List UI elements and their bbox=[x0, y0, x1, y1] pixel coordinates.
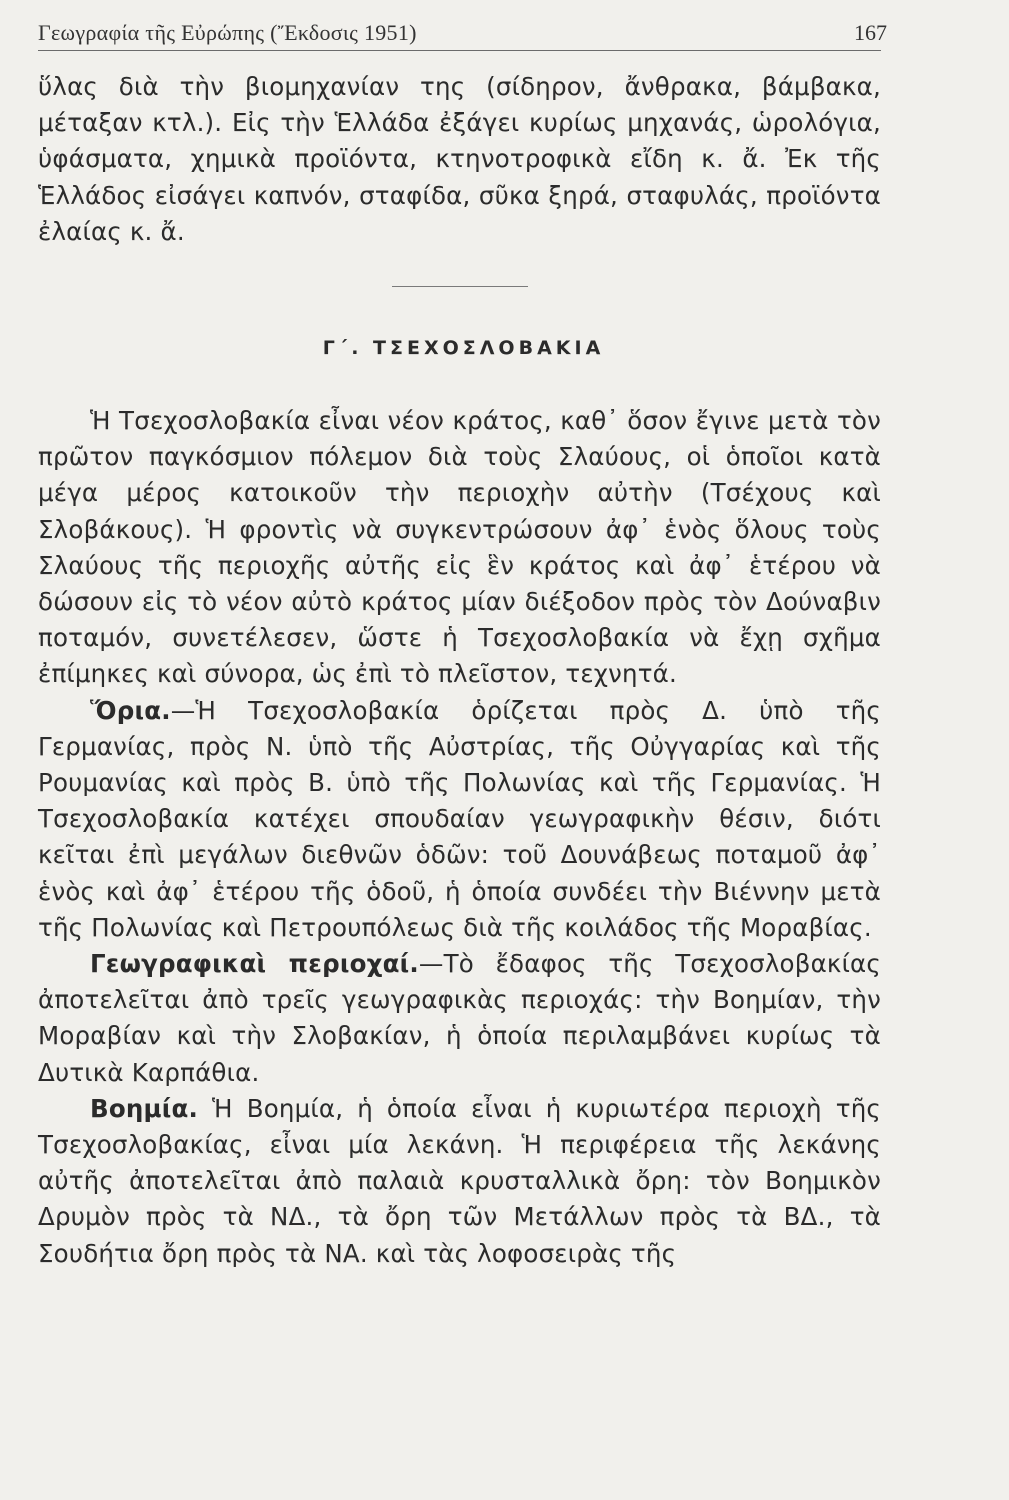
paragraph-intro-state bbox=[38, 403, 881, 693]
paragraph-text: Ἡ Βοημία, ἡ ὁποία εἶναι ἡ κυριωτέρα περιοχὴ τῆς Τσεχοσλοβακίας, εἶναι μία λεκάνη. Ἡ περιφέρεια τῆς λεκάνης αὐτῆς ἀποτελεῖται ἀπὸ παλαιὰ κρυσταλλικὰ ὄρη: τὸν Βοημικὸν Δρυμὸν πρὸς τὰ ΝΔ., τὰ ὄρη τῶν Μετάλλων πρὸς τὰ ΒΔ., τὰ Σουδήτια ὄρη πρὸς τὰ ΝΑ. καὶ τὰς λοφοσειρὰς τῆς bbox=[38, 1093, 881, 1268]
runin-heading-borders: Ὅρια. bbox=[90, 695, 171, 725]
paragraph-text: —Τὸ ἔδαφος τῆς Τσεχοσλοβακίας ἀποτελεῖται ἀπὸ τρεῖς γεωγραφικὰς περιοχάς: τὴν Βοημίαν, τὴν Μοραβίαν καὶ τὴν Σλοβακίαν, ἡ ὁποία περιλαμβάνει κυρίως τὰ Δυτικὰ Καρπάθια. bbox=[38, 949, 881, 1087]
intro-paragraph: ὕλας διὰ τὴν βιομηχανίαν της (σίδηρον, ἄνθρακα, βάμβακα, μέταξαν κτλ.). Εἰς τὴν Ἑλλάδα ἐξάγει κυρίως μηχανάς, ὡρολόγια, ὑφάσματα, χημικὰ προϊόντα, κτηνοτροφικὰ εἴδη κ. ἄ. Ἐκ τῆς Ἑλλάδος εἰσάγει καπνόν, σταφίδα, σῦκα ξηρά, σταφυλάς, προϊόντα ἐλαίας κ. ἄ. bbox=[38, 72, 881, 246]
running-header bbox=[38, 20, 887, 51]
page-number: 167 bbox=[854, 20, 887, 45]
paragraph-text: —Ἡ Τσεχοσλοβακία ὁρίζεται πρὸς Δ. ὑπὸ τῆς Γερμανίας, πρὸς Ν. ὑπὸ τῆς Αὐστρίας, τῆς Οὐγγαρίας καὶ τῆς Ρουμανίας καὶ πρὸς Β. ὑπὸ τῆς Πολωνίας καὶ τῆς Γερμανίας. Ἡ Τσεχοσλοβακία κατέχει σπουδαίαν γεωγραφικὴν θέσιν, διότι κεῖται ἐπὶ μεγάλων διεθνῶν ὁδῶν: τοῦ Δουνάβεως ποταμοῦ ἀφ᾿ ἑνὸς καὶ ἀφ᾿ ἑτέρου τῆς ὁδοῦ, ἡ ὁποία συνδέει τὴν Βιέννην μετὰ τῆς Πολωνίας καὶ Πετρουπόλεως διὰ τῆς κοιλάδος τῆς Μοραβίας. bbox=[38, 695, 881, 942]
section-divider bbox=[392, 286, 528, 287]
header-title: Γεωγραφία τῆς Εὐρώπης (Ἔκδοσις 1951) bbox=[38, 20, 417, 45]
paragraph-text: Ἡ Τσεχοσλοβακία εἶναι νέον κράτος, καθ᾿ ὅσον ἔγινε μετὰ τὸν πρῶτον παγκόσμιον πόλεμον διὰ τοὺς Σλαύους, οἱ ὁποῖοι κατὰ μέγα μέρος κατοικοῦν τὴν περιοχὴν αὐτὴν (Τσέχους καὶ Σλοβάκους). Ἡ φροντὶς νὰ συγκεντρώσουν ἀφ᾿ ἑνὸς ὅλους τοὺς Σλαύους τῆς περιοχῆς αὐτῆς εἰς ἓν κράτος καὶ ἀφ᾿ ἑτέρου νὰ δώσουν εἰς τὸ νέον αὐτὸ κράτος μίαν διέξοδον πρὸς τὸν Δούναβιν ποταμόν, συνετέλεσεν, ὥστε ἡ Τσεχοσλοβακία νὰ ἔχῃ σχῆμα ἐπίμηκες καὶ σύνορα, ὡς ἐπὶ τὸ πλεῖστον, τεχνητά. bbox=[38, 406, 881, 689]
section-heading: Γ΄. ΤΣΕΧΟΣΛΟΒΑΚΙΑ bbox=[322, 337, 605, 360]
paragraph-borders bbox=[38, 693, 881, 946]
runin-heading-bohemia: Βοημία. bbox=[90, 1093, 199, 1123]
paragraph-bohemia bbox=[38, 1091, 881, 1272]
paragraph-regions bbox=[38, 946, 881, 1091]
runin-heading-regions: Γεωγραφικαὶ περιοχαί. bbox=[90, 949, 419, 979]
